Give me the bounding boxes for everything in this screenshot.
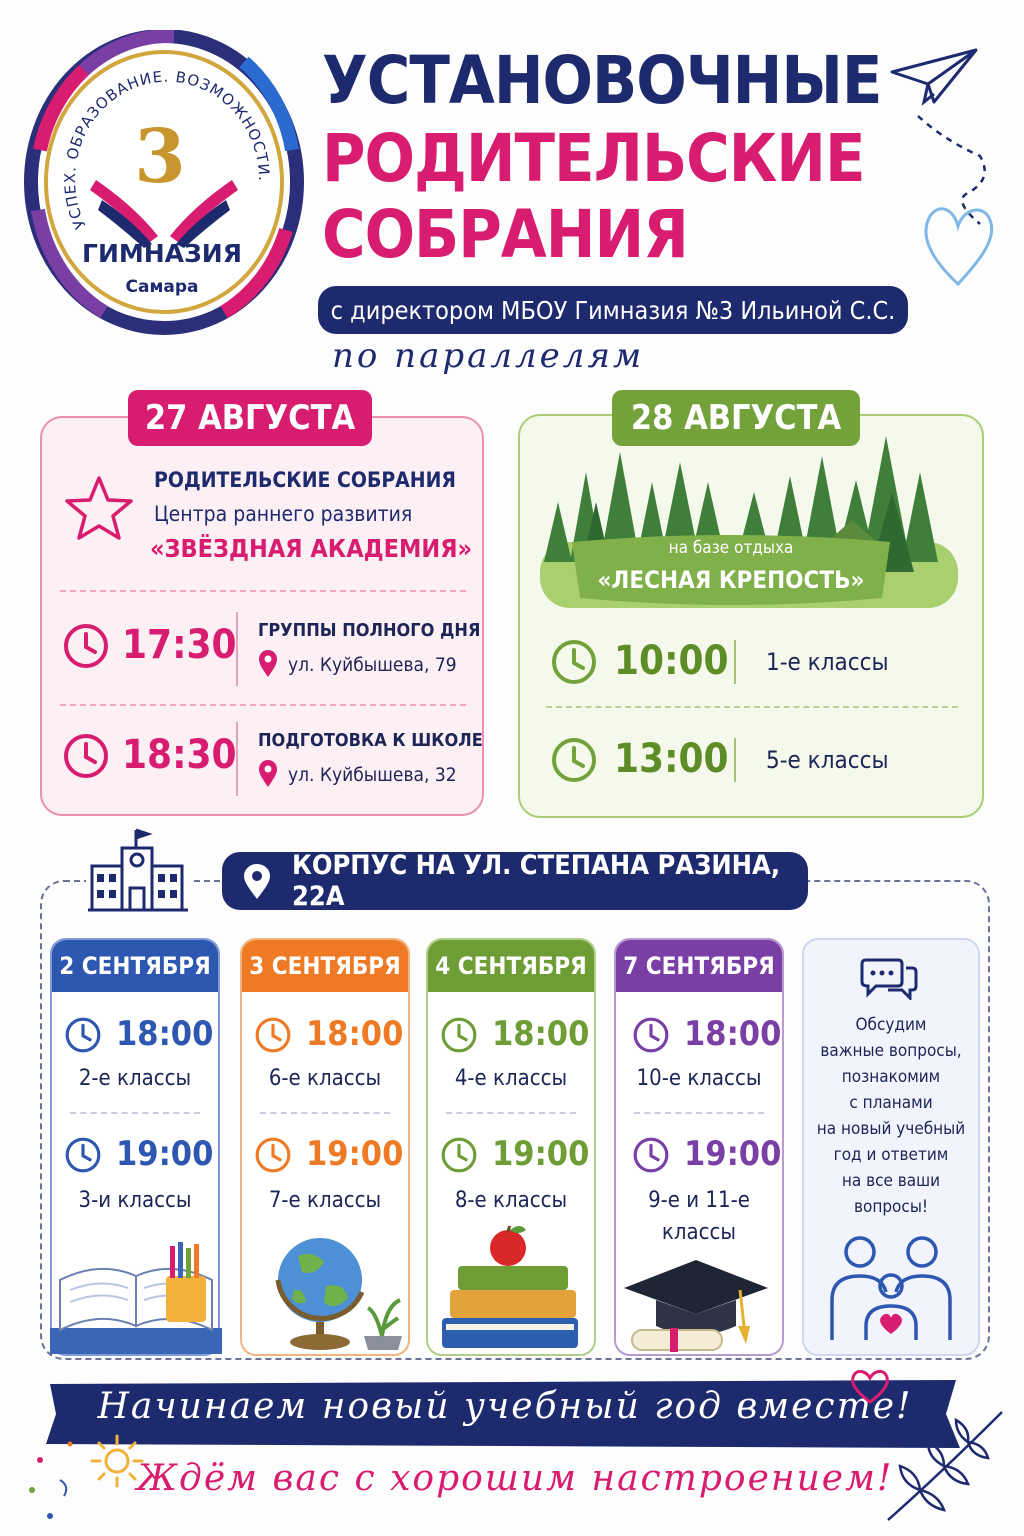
heart-icon (844, 1366, 896, 1406)
aug27-address-2: ул. Куйбышева, 32 (288, 764, 457, 786)
family-icon (826, 1230, 956, 1342)
day-time: 18:00 (116, 1014, 214, 1054)
sun-icon (88, 1432, 146, 1490)
director-badge: с директором МБОУ Гимназия №3 Ильиной С.С. (318, 286, 908, 334)
clock-icon (62, 622, 110, 670)
globe-illustration (264, 1226, 410, 1352)
divider (60, 704, 466, 706)
clock-icon (254, 1136, 292, 1174)
star-icon (64, 474, 134, 542)
day-classes: 10-е классы (636, 1066, 762, 1091)
day-time: 18:00 (306, 1014, 404, 1054)
divider (60, 590, 466, 592)
info-line: год и ответим (833, 1145, 949, 1165)
logo-name: ГИМНАЗИЯ (82, 239, 242, 268)
school-building-icon (86, 826, 190, 914)
clock-icon (440, 1016, 478, 1054)
info-line: на новый учебный (816, 1119, 966, 1139)
aug27-academy-name: «ЗВЁЗДНАЯ АКАДЕМИЯ» (150, 534, 473, 563)
title-line-3: СОБРАНИЯ (322, 196, 688, 273)
chat-bubbles-icon (860, 956, 918, 1000)
heart-outline-icon (918, 194, 996, 290)
clock-icon (64, 1016, 102, 1054)
day-classes-continued: классы (661, 1220, 737, 1245)
aug27-date-badge: 27 АВГУСТА (128, 390, 372, 446)
aug27-heading: РОДИТЕЛЬСКИЕ СОБРАНИЯ (154, 468, 456, 492)
aug27-address-1: ул. Куйбышева, 79 (288, 654, 457, 676)
divider (260, 1112, 390, 1114)
decorative-dots (20, 1440, 90, 1530)
venue-name: «ЛЕСНАЯ КРЕПОСТЬ» (597, 566, 865, 594)
aug28-classes-2: 5-е классы (766, 746, 889, 774)
divider (236, 722, 238, 796)
info-line: с планами (849, 1093, 933, 1113)
title-line-1: УСТАНОВОЧНЫЕ (322, 42, 882, 119)
day-time: 18:00 (492, 1014, 590, 1054)
divider (734, 640, 736, 684)
divider (70, 1112, 200, 1114)
location-pin-icon (258, 650, 278, 678)
day-classes: 6-е классы (268, 1066, 382, 1091)
aug28-time-2: 13:00 (614, 736, 729, 782)
clock-icon (632, 1136, 670, 1174)
corpus-address-badge: КОРПУС НА УЛ. СТЕПАНА РАЗИНА, 22А (222, 852, 808, 910)
clock-icon (550, 736, 598, 784)
day-classes: 3-и классы (78, 1188, 192, 1213)
title-line-2: РОДИТЕЛЬСКИЕ (322, 120, 865, 197)
location-pin-icon (258, 760, 278, 788)
day-time: 18:00 (684, 1014, 782, 1054)
venue-subtitle: на базе отдыха (668, 538, 794, 558)
footer-slogan: Начинаем новый учебный год вместе! (97, 1386, 913, 1427)
clock-icon (550, 638, 598, 686)
day-classes: 4-е классы (454, 1066, 568, 1091)
location-pin-icon (242, 864, 272, 900)
aug27-time-2: 18:30 (122, 732, 237, 778)
day-time: 19:00 (306, 1134, 404, 1174)
day-time: 19:00 (492, 1134, 590, 1174)
logo-number: 3 (134, 114, 186, 200)
aug27-group-2: ПОДГОТОВКА К ШКОЛЕ (258, 730, 483, 751)
logo-ring-text: УСПЕХ. ОБРАЗОВАНИЕ. ВОЗМОЖНОСТИ. (60, 67, 274, 232)
day-classes: 9-е и 11-е (648, 1188, 750, 1213)
aug28-time-1: 10:00 (614, 638, 729, 684)
day-classes: 2-е классы (78, 1066, 192, 1091)
day-classes: 7-е классы (268, 1188, 382, 1213)
divider (446, 1112, 576, 1114)
divider (734, 738, 736, 782)
leaf-branch-icon (880, 1404, 1008, 1524)
info-line: познакомим (841, 1067, 941, 1087)
day-classes: 8-е классы (454, 1188, 568, 1213)
clock-icon (64, 1136, 102, 1174)
info-line: вопросы! (853, 1197, 929, 1217)
info-line: на все ваши (841, 1171, 941, 1191)
aug27-subheading: Центра раннего развития (154, 502, 413, 526)
info-line: Обсудим (855, 1015, 927, 1035)
gymnasium-logo (24, 30, 304, 335)
clock-icon (254, 1016, 292, 1054)
logo-city: Самара (125, 277, 199, 297)
divider (634, 1112, 764, 1114)
day-date: 7 СЕНТЯБРЯ (616, 940, 782, 992)
day-date: 4 СЕНТЯБРЯ (428, 940, 594, 992)
clock-icon (62, 732, 110, 780)
aug28-classes-1: 1-е классы (766, 648, 889, 676)
aug27-time-1: 17:30 (122, 622, 237, 668)
open-book-illustration (50, 1240, 222, 1354)
day-date: 3 СЕНТЯБРЯ (242, 940, 408, 992)
graduation-cap-illustration (620, 1256, 772, 1358)
subtitle: по параллелям (332, 336, 645, 376)
footer-greeting: Ждём вас с хорошим настроением! (136, 1458, 894, 1499)
aug28-date-badge: 28 АВГУСТА (612, 390, 860, 446)
divider (546, 706, 958, 708)
day-time: 19:00 (684, 1134, 782, 1174)
aug27-group-1: ГРУППЫ ПОЛНОГО ДНЯ (258, 620, 481, 641)
clock-icon (632, 1016, 670, 1054)
divider (236, 612, 238, 686)
info-line: важные вопросы, (820, 1041, 962, 1061)
info-text (808, 1012, 974, 1220)
books-apple-illustration (436, 1226, 588, 1352)
day-time: 19:00 (116, 1134, 214, 1174)
clock-icon (440, 1136, 478, 1174)
day-date: 2 СЕНТЯБРЯ (52, 940, 218, 992)
